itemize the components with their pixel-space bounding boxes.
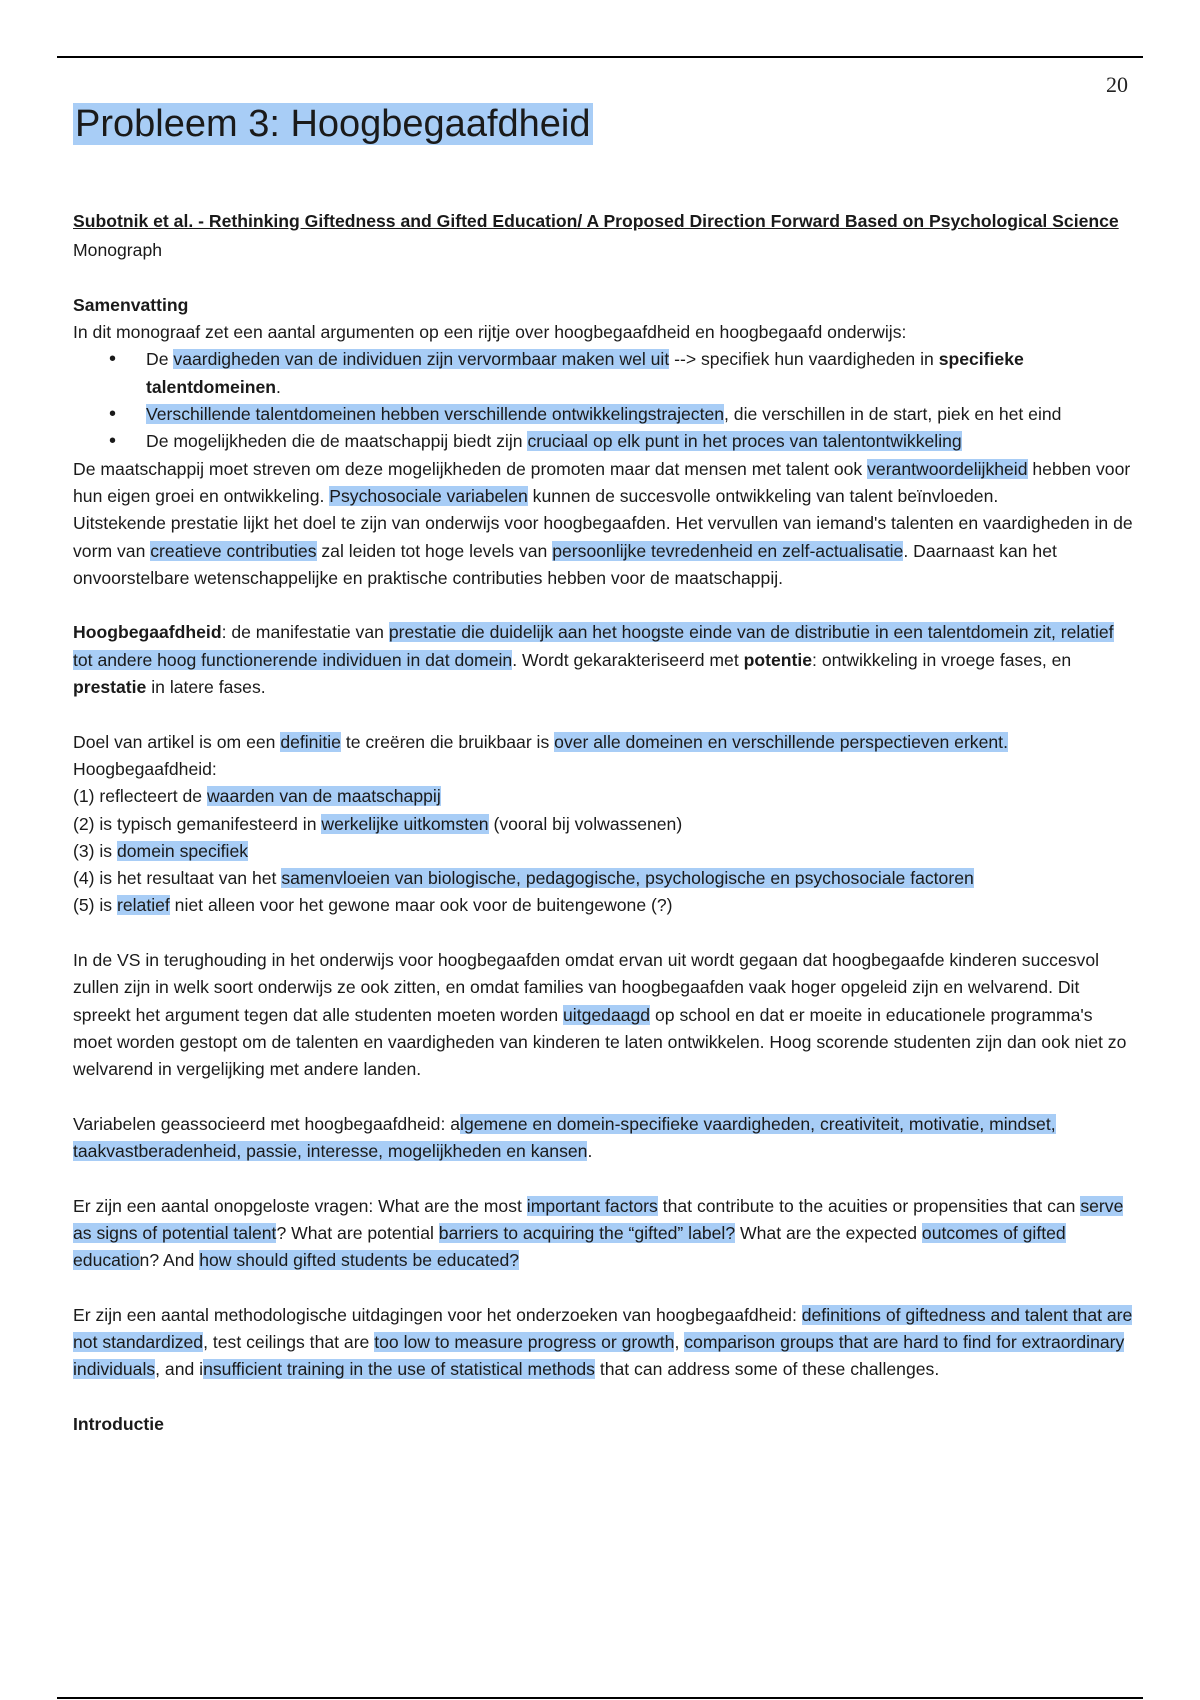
highlight: relatief	[116, 895, 170, 916]
summary-bullets	[73, 346, 1133, 455]
highlight: persoonlijke tevredenheid en zelf-actualisatie	[552, 540, 904, 561]
summary-intro: In dit monograaf zet een aantal argumenten op een rijtje over hoogbegaafdheid en hoogbegaafd onderwijs:	[73, 322, 907, 343]
article-type: Monograph	[73, 240, 163, 261]
goal-item-5: (5) is relatief niet alleen voor het gewone maar ook voor de buitengewone (?)	[73, 895, 673, 916]
page-number: 20	[1106, 72, 1128, 97]
highlight: barriers to acquiring the “gifted” label?	[438, 1222, 736, 1243]
top-rule	[57, 56, 1143, 58]
highlight: Verschillende talentdomeinen hebben verschillende ontwikkelingstrajecten	[146, 404, 725, 425]
highlight: verantwoordelijkheid	[867, 458, 1028, 479]
highlight: how should gifted students be educated?	[199, 1250, 520, 1271]
highlight: samenvloeien van biologische, pedagogische, psychologische en psychosociale factoren	[281, 868, 974, 889]
goal-item-3: (3) is domein specifiek	[73, 840, 249, 861]
goal-item-2: (2) is typisch gemanifesteerd in werkelijke uitkomsten (vooral bij volwassenen)	[73, 813, 683, 834]
highlight: important factors	[526, 1195, 658, 1216]
highlight: waarden van de maatschappij	[206, 786, 441, 807]
highlight: prestatie die duidelijk aan het hoogste einde van de distributie in een talentdomein zit, relatief tot andere hoog functionerende individuen in dat domein	[73, 622, 1114, 670]
highlight: too low to measure progress or growth	[374, 1332, 675, 1353]
methods-paragraph: Er zijn een aantal methodologische uitdagingen voor het onderzoeken van hoogbegaafdheid: definitions of giftedness and talent that are not standardized, test ceilings that are too low to measure progress or growth, comparison groups that are hard to find for extraordinary individuals, and insufficient training in the use of statistical methods that can address some of these challenges.	[73, 1304, 1133, 1380]
highlight: outcomes of gifted educatio	[73, 1222, 1066, 1271]
highlight: nsufficient training in the use of statistical methods	[203, 1359, 595, 1380]
us-paragraph: In de VS in terughouding in het onderwijs voor hoogbegaafden omdat ervan uit wordt gegaan dat hoogbegaafde kinderen succesvol zullen zijn in welk soort onderwijs ze ook zitten, en omdat families van hoogbegaafden vaak hoger opgeleid zijn en welvarend. Dit spreekt het argument tegen dat alle studenten moeten worden uitgedaagd op school en dat er moeite in educationele programma's moet worden gestopt om de talenten en vaardigheden van kinderen te laten ontwikkelen. Hoog scorende studenten zijn dan ook niet zo welvarend in vergelijking met andere landen.	[73, 950, 1127, 1080]
highlight: definitie	[280, 731, 341, 752]
goal-paragraph: Doel van artikel is om een definitie te creëren die bruikbaar is over alle domeinen en verschillende perspectieven erkent. Hoogbegaafdheid:	[73, 731, 1008, 779]
summary-paragraph-2: Uitstekende prestatie lijkt het doel te zijn van onderwijs voor hoogbegaafden. Het vervullen van iemand's talenten en vaardigheden in de vorm van creatieve contributies zal leiden tot hoge levels van persoonlijke tevredenheid en zelf-actualisatie. Daarnaast kan het onvoorstelbare wetenschappelijke en praktische contributies hebben voor de maatschappij.	[73, 513, 1133, 588]
highlight: definitions of giftedness and talent that are not standardized	[73, 1304, 1133, 1353]
bottom-rule	[57, 1697, 1143, 1699]
highlight: Psychosociale variabelen	[329, 485, 528, 506]
summary-bullet-1: • De vaardigheden van de individuen zijn vervormbaar maken wel uit --> specifiek hun vaardigheden in specifieke talentdomeinen.	[146, 346, 1133, 401]
summary-bullet-2: • Verschillende talentdomeinen hebben verschillende ontwikkelingstrajecten, die verschillen in de start, piek en het eind	[146, 401, 1133, 428]
highlight: comparison groups that are hard to find for extraordinary individuals	[73, 1332, 1125, 1380]
definition-paragraph: Hoogbegaafdheid: de manifestatie van prestatie die duidelijk aan het hoogste einde van de distributie in een talentdomein zit, relatief tot andere hoog functionerende individuen in dat domein. Wordt gekarakteriseerd met potentie: ontwikkeling in vroege fases, en prestatie in latere fases.	[73, 622, 1114, 698]
summary-heading: Samenvatting	[73, 294, 189, 315]
document-body	[73, 98, 1133, 1438]
highlight: uitgedaagd	[563, 1004, 651, 1025]
highlight: werkelijke uitkomsten	[321, 813, 489, 834]
article-heading: Subotnik et al. - Rethinking Giftedness and Gifted Education/ A Proposed Direction Forward Based on Psychological Science	[73, 211, 1119, 231]
summary-bullet-3: • De mogelijkheden die de maatschappij biedt zijn cruciaal op elk punt in het proces van talentontwikkeling	[146, 428, 1133, 455]
highlight: creatieve contributies	[150, 540, 317, 561]
page-title	[73, 98, 1133, 150]
page-title-text: Probleem 3: Hoogbegaafdheid	[75, 103, 591, 145]
summary-paragraph-1: De maatschappij moet streven om deze mogelijkheden de promoten maar dat mensen met talent ook verantwoordelijkheid hebben voor hun eigen groei en ontwikkeling. Psychosociale variabelen kunnen de succesvolle ontwikkeling van talent beïnvloeden.	[73, 458, 1131, 506]
highlight: lgemene en domein-specifieke vaardigheden, creativiteit, motivatie, mindset, taakvastberadenheid, passie, interesse, mogelijkheden en kansen	[73, 1113, 1056, 1162]
questions-paragraph: Er zijn een aantal onopgeloste vragen: What are the most important factors that contribute to the acuities or propensities that can serve as signs of potential talent? What are potential barriers to acquiring the “gifted” label? What are the expected outcomes of gifted education? And how should gifted students be educated?	[73, 1195, 1124, 1271]
highlight: vaardigheden van de individuen zijn vervormbaar maken wel uit	[173, 349, 670, 370]
introduction-heading: Introductie	[73, 1414, 164, 1435]
goal-item-4: (4) is het resultaat van het samenvloeien van biologische, pedagogische, psychologische en psychosociale factoren	[73, 868, 974, 889]
goal-item-1: (1) reflecteert de waarden van de maatschappij	[73, 786, 441, 807]
highlight: cruciaal op elk punt in het proces van talentontwikkeling	[527, 431, 962, 452]
variables-paragraph: Variabelen geassocieerd met hoogbegaafdheid: algemene en domein-specifieke vaardigheden, creativiteit, motivatie, mindset, taakvastberadenheid, passie, interesse, mogelijkheden en kansen.	[73, 1113, 1056, 1162]
highlight: serve as signs of potential talent	[73, 1195, 1124, 1243]
highlight: domein specifiek	[116, 840, 249, 861]
highlight: over alle domeinen en verschillende perspectieven erkent.	[554, 731, 1008, 752]
